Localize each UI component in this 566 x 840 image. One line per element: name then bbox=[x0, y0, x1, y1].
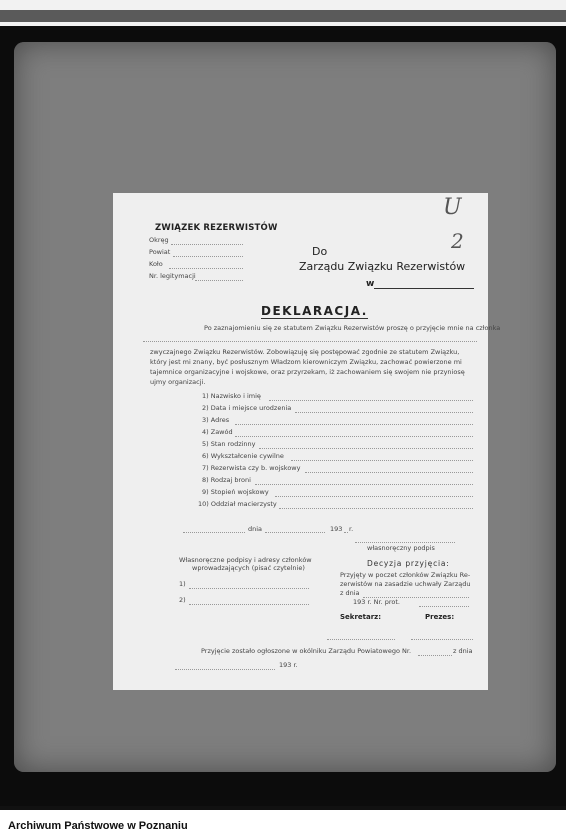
item-1: 1) Nazwisko i imię bbox=[202, 392, 261, 400]
handwritten-mark-1: U bbox=[443, 195, 462, 220]
top-band bbox=[0, 0, 566, 26]
item-3: 3) Adres bbox=[202, 416, 230, 424]
secretary-line bbox=[327, 639, 395, 640]
decision-prot-line bbox=[419, 606, 469, 607]
announcement-line: Przyjęcie zostało ogłoszone w okólniku Zarządu Powiatowego Nr. bbox=[201, 647, 412, 655]
intro-line-5: ujmy organizacji. bbox=[150, 378, 206, 386]
signature-label: własnoręczny podpis bbox=[367, 544, 435, 552]
addressee-underline bbox=[374, 288, 474, 289]
field-kolo-line bbox=[169, 268, 243, 269]
handwritten-mark-2: 2 bbox=[451, 229, 464, 253]
item-4: 4) Zawód bbox=[202, 428, 233, 436]
announcement-date-line bbox=[175, 669, 275, 670]
addressee-w: w bbox=[366, 279, 375, 289]
witnesses-title-1: Własnoręczne podpisy i adresy członków bbox=[179, 556, 312, 564]
union-name: ZWIĄZEK REZERWISTÓW bbox=[155, 223, 278, 233]
decision-title: Decyzja przyjęcia: bbox=[367, 559, 450, 568]
form-title: DEKLARACJA. bbox=[261, 304, 368, 318]
item-10-line bbox=[279, 508, 473, 509]
field-legitymacja: Nr. legitymacji bbox=[149, 272, 196, 280]
item-10: 10) Oddział macierzysty bbox=[198, 500, 277, 508]
date-r: r. bbox=[349, 525, 354, 533]
date-dnia: dnia bbox=[248, 525, 263, 533]
field-okreg-line bbox=[171, 244, 243, 245]
announcement-dnia: z dnia bbox=[453, 647, 473, 655]
item-3-line bbox=[235, 424, 473, 425]
intro-line-3: który jest mi znany, być posłusznym Władzom kierowniczym Związku, zachować powierzone mi bbox=[150, 358, 462, 366]
announcement-year: 193 r. bbox=[279, 661, 298, 669]
archive-footer bbox=[0, 806, 566, 840]
decision-line-3: z dnia bbox=[340, 589, 360, 597]
item-6-line bbox=[291, 460, 473, 461]
item-2: 2) Data i miejsce urodzenia bbox=[202, 404, 292, 412]
item-7: 7) Rezerwista czy b. wojskowy bbox=[202, 464, 301, 472]
intro-line-1: Po zaznajomieniu się ze statutem Związku Rezerwistów proszę o przyjęcie mnie na członka bbox=[204, 324, 501, 332]
place-line bbox=[183, 532, 245, 533]
witness-1-line bbox=[189, 588, 309, 589]
item-5: 5) Stan rodzinny bbox=[202, 440, 256, 448]
intro-gap-line bbox=[143, 341, 477, 342]
date-year: 193 bbox=[330, 525, 343, 533]
archive-label: Archiwum Państwowe w Poznaniu bbox=[8, 820, 188, 832]
item-2-line bbox=[295, 412, 473, 413]
intro-line-4: tajemnice organizacyjne i wojskowe, oraz przyrzekam, iż zachowaniem się swojem nie przyniosę bbox=[150, 368, 465, 376]
item-4-line bbox=[235, 436, 473, 437]
announcement-nr-line bbox=[418, 655, 452, 656]
declaration-form bbox=[113, 193, 501, 690]
item-7-line bbox=[305, 472, 473, 473]
secretary-label: Sekretarz: bbox=[340, 613, 382, 621]
president-line bbox=[411, 639, 473, 640]
item-6: 6) Wykształcenie cywilne bbox=[202, 452, 284, 460]
date-line bbox=[265, 532, 325, 533]
witnesses-title-2: wprowadzających (pisać czytelnie) bbox=[192, 564, 305, 572]
item-9-line bbox=[275, 496, 473, 497]
item-1-line bbox=[269, 400, 473, 401]
item-8-line bbox=[255, 484, 473, 485]
intro-line-2: zwyczajnego Związku Rezerwistów. Zobowiązuję się postępować zgodnie ze statutem Związku, bbox=[150, 348, 460, 356]
field-powiat-line bbox=[173, 256, 243, 257]
film-edge bbox=[0, 10, 566, 22]
witness-2-number: 2) bbox=[179, 596, 186, 604]
field-powiat: Powiat bbox=[149, 248, 171, 256]
field-kolo: Koło bbox=[149, 260, 163, 268]
decision-line-1: Przyjęty w poczet członków Związku Re- bbox=[340, 571, 471, 579]
item-5-line bbox=[259, 448, 473, 449]
item-8: 8) Rodzaj broni bbox=[202, 476, 251, 484]
item-9: 9) Stopień wojskowy bbox=[202, 488, 269, 496]
footer-bar bbox=[0, 806, 566, 810]
witness-1-number: 1) bbox=[179, 580, 186, 588]
decision-line-4: 193 r. Nr. prot. bbox=[353, 598, 400, 606]
addressee-do: Do bbox=[312, 245, 328, 258]
field-legitymacja-line bbox=[195, 280, 243, 281]
signature-line bbox=[355, 542, 455, 543]
field-okreg: Okręg bbox=[149, 236, 169, 244]
decision-line-2: zerwistów na zasadzie uchwały Zarządu bbox=[340, 580, 471, 588]
year-line bbox=[344, 532, 348, 533]
witness-2-line bbox=[189, 604, 309, 605]
president-label: Prezes: bbox=[425, 613, 455, 621]
addressee-name: Zarządu Związku Rezerwistów bbox=[299, 260, 466, 273]
